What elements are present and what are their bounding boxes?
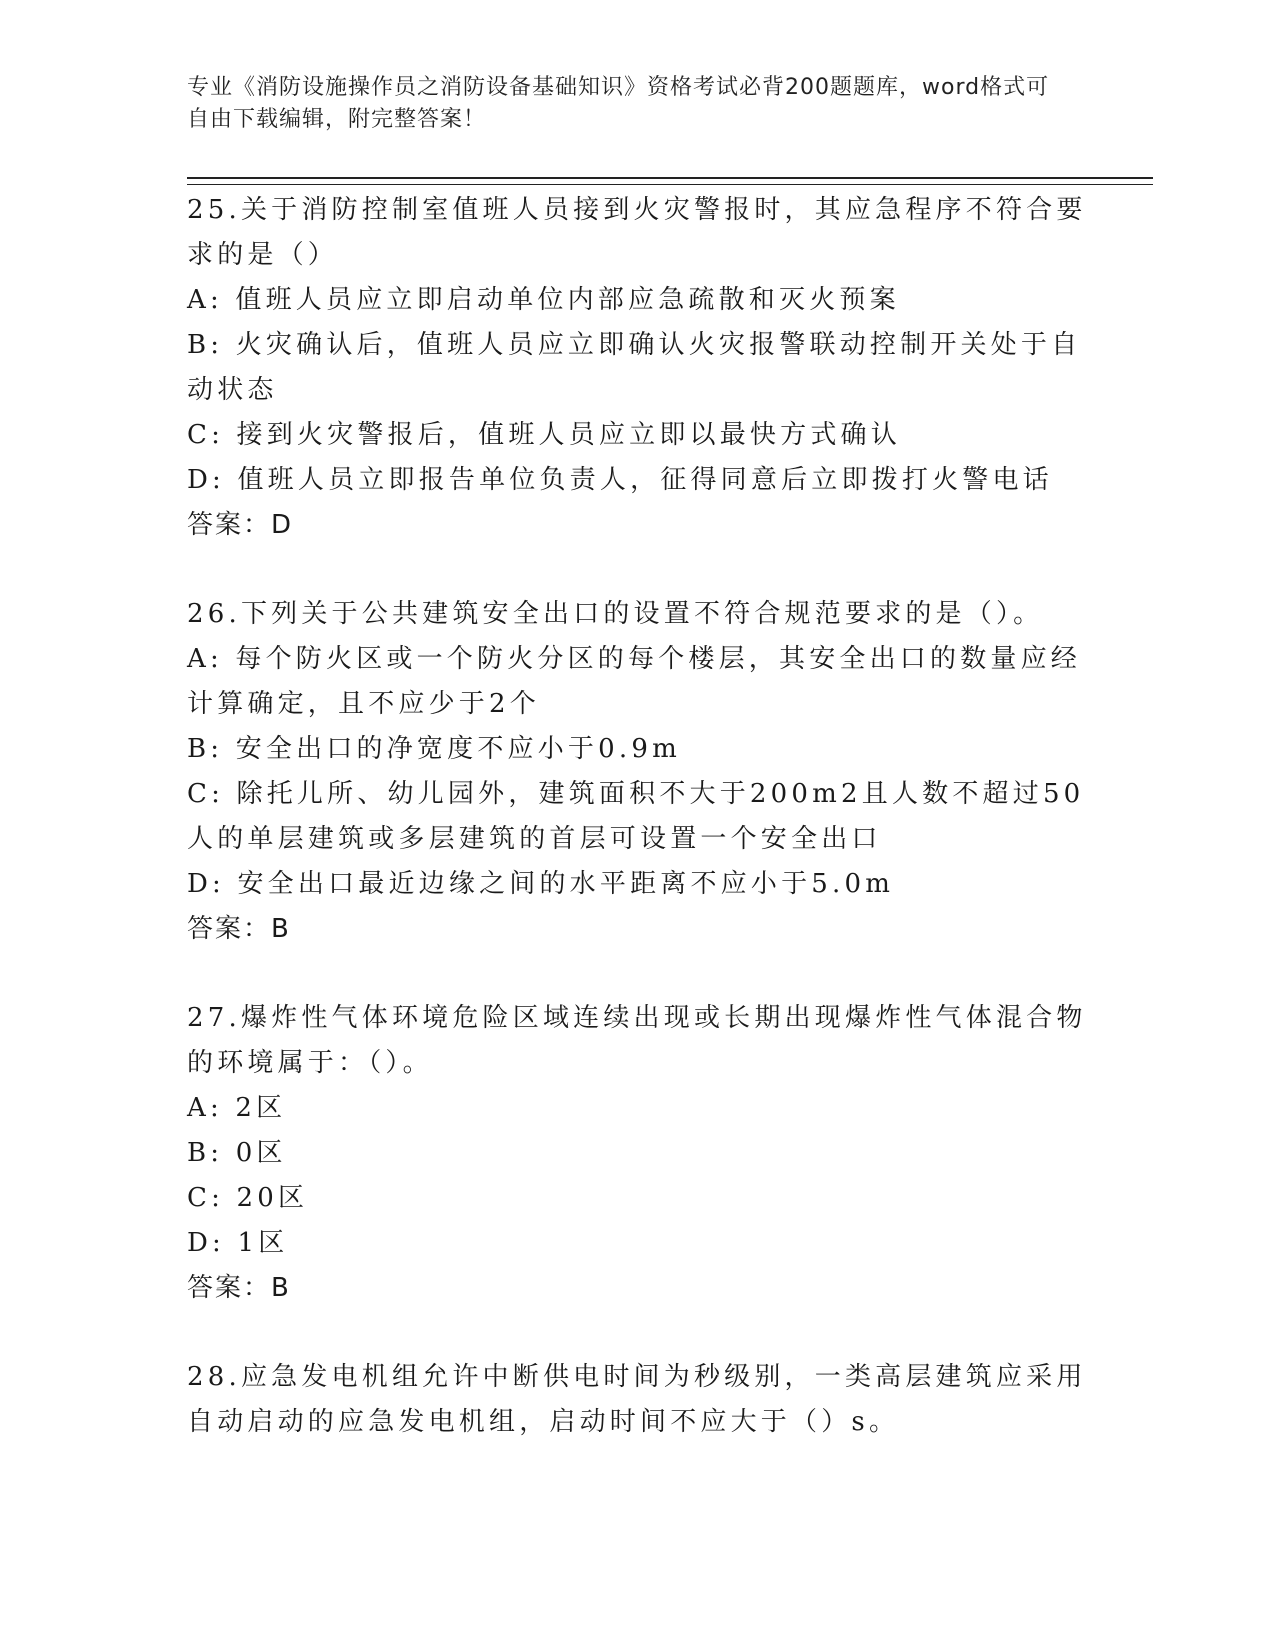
header-divider-thin bbox=[187, 184, 1153, 185]
option-b: B: 火灾确认后，值班人员应立即确认火灾报警联动控制开关处于自动状态 bbox=[187, 330, 1082, 405]
question-text: 25.关于消防控制室值班人员接到火灾警报时，其应急程序不符合要求的是（） bbox=[187, 195, 1087, 270]
answer-text: 答案：D bbox=[187, 510, 294, 540]
answer-text: 答案：B bbox=[187, 1273, 291, 1303]
option-b: B: 0区 bbox=[187, 1138, 287, 1168]
question-list bbox=[187, 188, 1087, 1489]
question-26 bbox=[187, 592, 1087, 952]
option-a: A: 每个防火区或一个防火分区的每个楼层，其安全出口的数量应经计算确定，且不应少于2个 bbox=[187, 644, 1082, 719]
question-27 bbox=[187, 996, 1087, 1311]
option-c: C: 接到火灾警报后，值班人员应立即以最快方式确认 bbox=[187, 420, 901, 450]
option-d: D: 安全出口最近边缘之间的水平距离不应小于5.0m bbox=[187, 869, 895, 899]
document-header: 专业《消防设施操作员之消防设备基础知识》资格考试必背200题题库，word格式可自由下载编辑，附完整答案！ bbox=[187, 75, 1050, 132]
option-a: A: 值班人员应立即启动单位内部应急疏散和灭火预案 bbox=[187, 285, 900, 315]
option-d: D: 值班人员立即报告单位负责人，征得同意后立即拨打火警电话 bbox=[187, 465, 1053, 495]
question-text: 27.爆炸性气体环境危险区域连续出现或长期出现爆炸性气体混合物的环境属于：（）。 bbox=[187, 1003, 1087, 1078]
question-text: 26.下列关于公共建筑安全出口的设置不符合规范要求的是（）。 bbox=[187, 599, 1044, 629]
question-text: 28.应急发电机组允许中断供电时间为秒级别，一类高层建筑应采用自动启动的应急发电机组，启动时间不应大于（）s。 bbox=[187, 1362, 1087, 1437]
option-c: C: 20区 bbox=[187, 1183, 309, 1213]
header-divider bbox=[187, 177, 1153, 179]
option-b: B: 安全出口的净宽度不应小于0.9m bbox=[187, 734, 681, 764]
question-25 bbox=[187, 188, 1087, 548]
option-a: A: 2区 bbox=[187, 1093, 287, 1123]
answer-text: 答案：B bbox=[187, 914, 291, 944]
option-d: D: 1区 bbox=[187, 1228, 289, 1258]
question-28 bbox=[187, 1355, 1087, 1445]
option-c: C: 除托儿所、幼儿园外，建筑面积不大于200m2且人数不超过50人的单层建筑或多层建筑的首层可设置一个安全出口 bbox=[187, 779, 1085, 854]
